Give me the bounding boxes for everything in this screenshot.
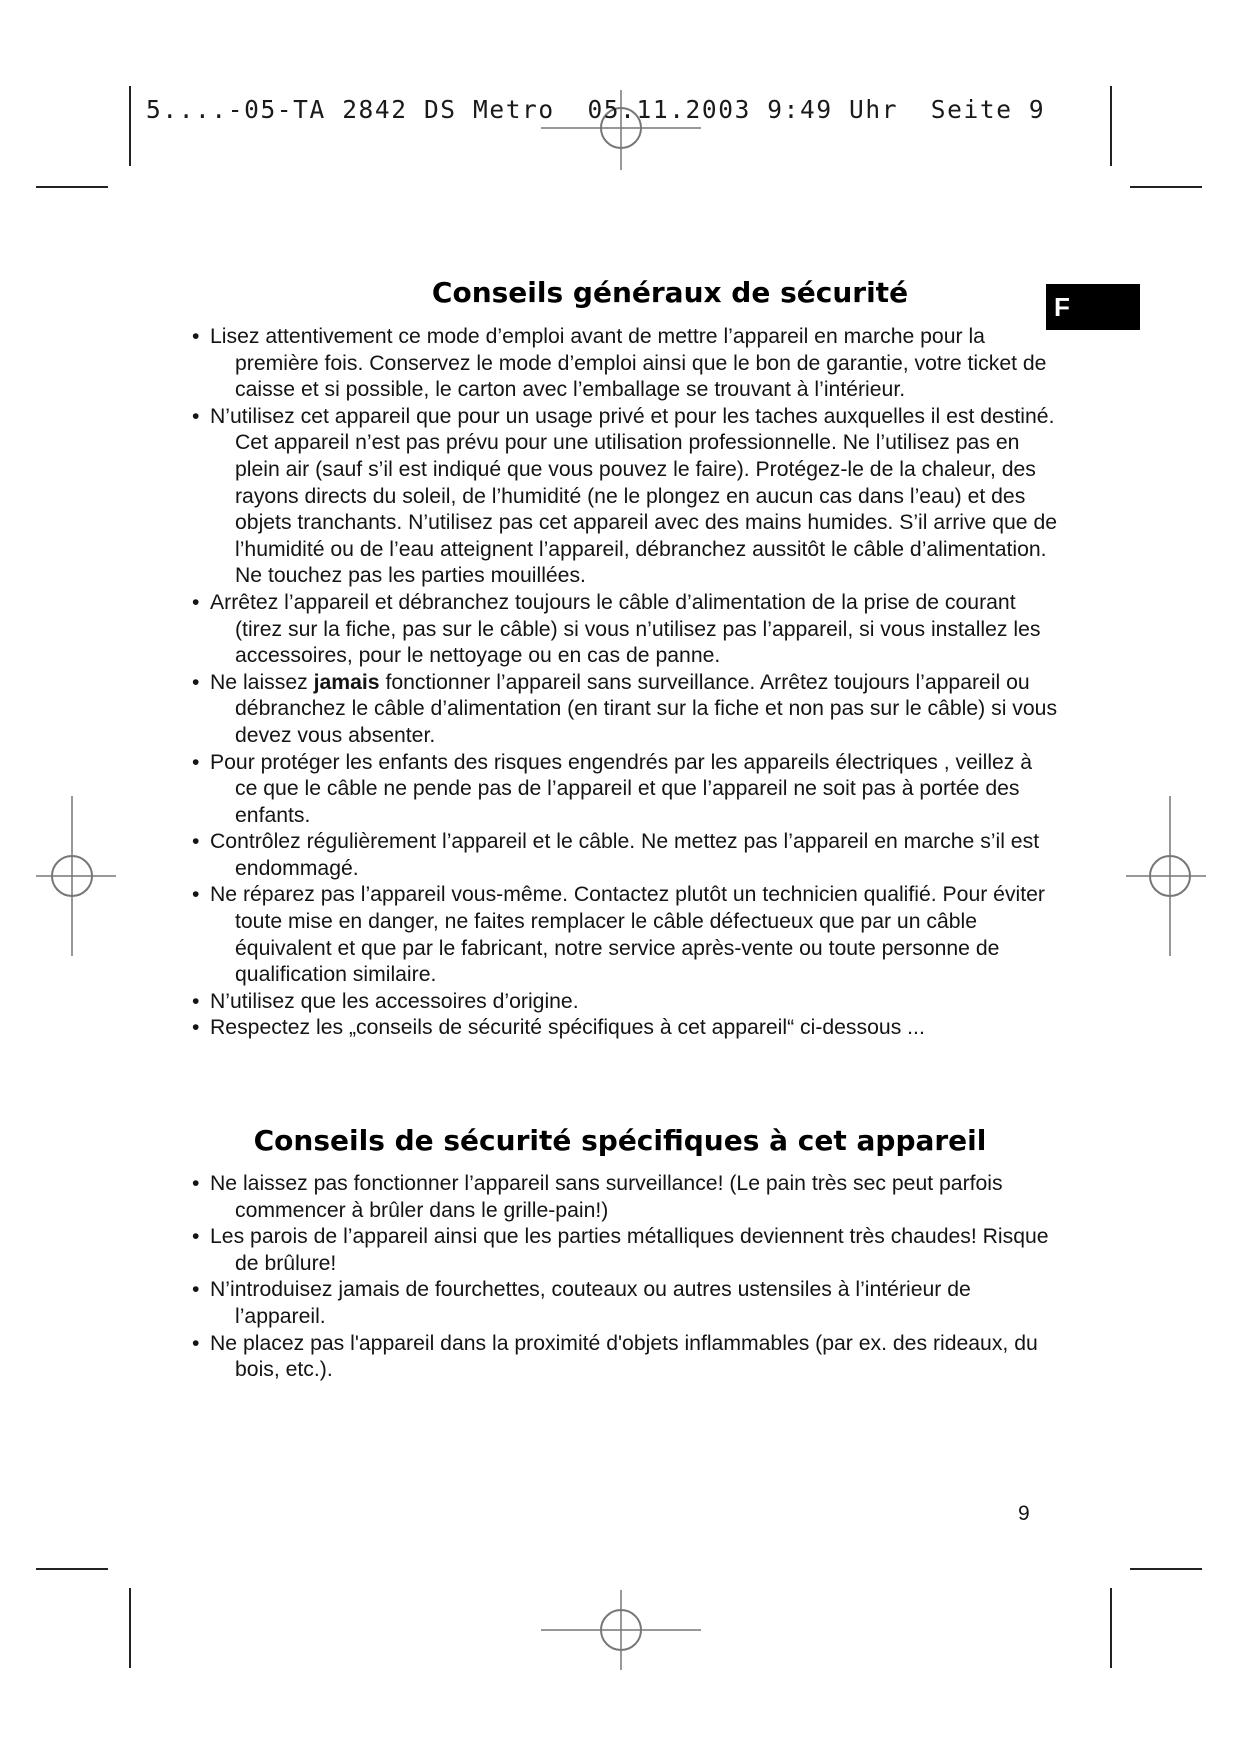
- list-item: • Contrôlez régulièrement l’appareil et le câble. Ne mettez pas l’appareil en marche s’il est endommagé.: [192, 829, 1060, 882]
- list-item: • Pour protéger les enfants des risques engendrés par les appareils électriques , veillez à ce que le câble ne pende pas de l’appareil et que l’appareil ne soit pas à portée des enfants.: [192, 750, 1060, 830]
- registration-mark-bottom: [541, 1590, 701, 1670]
- list-item: • Ne réparez pas l’appareil vous-même. Contactez plutôt un technicien qualifié. Pour éviter toute mise en danger, ne faites remplacer le câble défectueux que par un câble équivalent et que par le fabricant, notre service après-vente ou toute personne de qualification similaire.: [192, 882, 1060, 988]
- list-item: • Ne placez pas l'appareil dans la proximité d'objets inflammables (par ex. des rideaux, du bois, etc.).: [192, 1331, 1060, 1384]
- list-item: • Arrêtez l’appareil et débranchez toujours le câble d’alimentation de la prise de courant (tirez sur la fiche, pas sur le câble) si vous n’utilisez pas l’appareil, si vous installez les accessoires, pour le nettoyage ou en cas de panne.: [192, 590, 1060, 670]
- crop-mark: [1110, 86, 1112, 166]
- item-text: Ne laissez: [210, 670, 314, 694]
- emphasis-text: jamais: [313, 670, 380, 694]
- crop-mark: [129, 1588, 131, 1668]
- list-item: [192, 670, 1060, 750]
- crop-mark: [1110, 1588, 1112, 1668]
- crop-mark: [36, 1568, 108, 1570]
- language-tab: F: [1046, 284, 1140, 330]
- list-item: • N’utilisez cet appareil que pour un usage privé et pour les taches auxquelles il est destiné. Cet appareil n’est pas prévu pour une utilisation professionnelle. Ne l’utilisez pas en plein air (sauf s’il est indiqué que vous pouvez le faire). Protégez-le de la chaleur, des rayons directs du soleil, de l’humidité (ne le plongez en aucun cas dans l’eau) et des objets tranchants. N’utilisez pas cet appareil avec des mains humides. S’il arrive que de l’humidité ou de l’eau atteignent l’appareil, débranchez aussitôt le câble d’alimentation. Ne touchez pas les parties mouillées.: [192, 404, 1060, 590]
- page-number: 9: [1018, 1502, 1030, 1525]
- safety-list-specific: [192, 1171, 1060, 1384]
- crop-mark: [36, 186, 108, 188]
- list-item: • Ne laissez pas fonctionner l’appareil sans surveillance! (Le pain très sec peut parfois commencer à brûler dans le grille-pain!): [192, 1171, 1060, 1224]
- list-item: • Respectez les „conseils de sécurité spécifiques à cet appareil“ ci-dessous ...: [192, 1015, 1060, 1042]
- crop-mark: [129, 86, 131, 166]
- list-item: • N’introduisez jamais de fourchettes, couteaux ou autres ustensiles à l’intérieur de l’appareil.: [192, 1277, 1060, 1330]
- safety-list-general: [192, 324, 1060, 1042]
- list-item: • Lisez attentivement ce mode d’emploi avant de mettre l’appareil en marche pour la première fois. Conservez le mode d’emploi ainsi que le bon de garantie, votre ticket de caisse et si possible, le carton avec l’emballage se trouvant à l’intérieur.: [192, 324, 1060, 404]
- registration-mark-right: [1126, 796, 1206, 956]
- section-title: Conseils de sécurité spécifiques à cet appareil: [253, 1124, 987, 1157]
- crop-mark: [1130, 186, 1202, 188]
- crop-mark: [1130, 1568, 1202, 1570]
- print-slug: 5....-05-TA 2842 DS Metro 05.11.2003 9:49 Uhr Seite 9: [146, 95, 1046, 124]
- section-title: Conseils généraux de sécurité: [431, 276, 909, 309]
- list-item: • N’utilisez que les accessoires d’origine.: [192, 989, 1060, 1016]
- registration-mark-left: [36, 796, 116, 956]
- list-item: • Les parois de l’appareil ainsi que les parties métalliques deviennent très chaudes! Risque de brûlure!: [192, 1224, 1060, 1277]
- item-text: fonctionner l’appareil sans surveillance. Arrêtez toujours l’appareil ou débranchez le câble d’alimentation (en tirant sur la fiche et non pas sur le câble) si vous devez vous absenter.: [235, 670, 1058, 747]
